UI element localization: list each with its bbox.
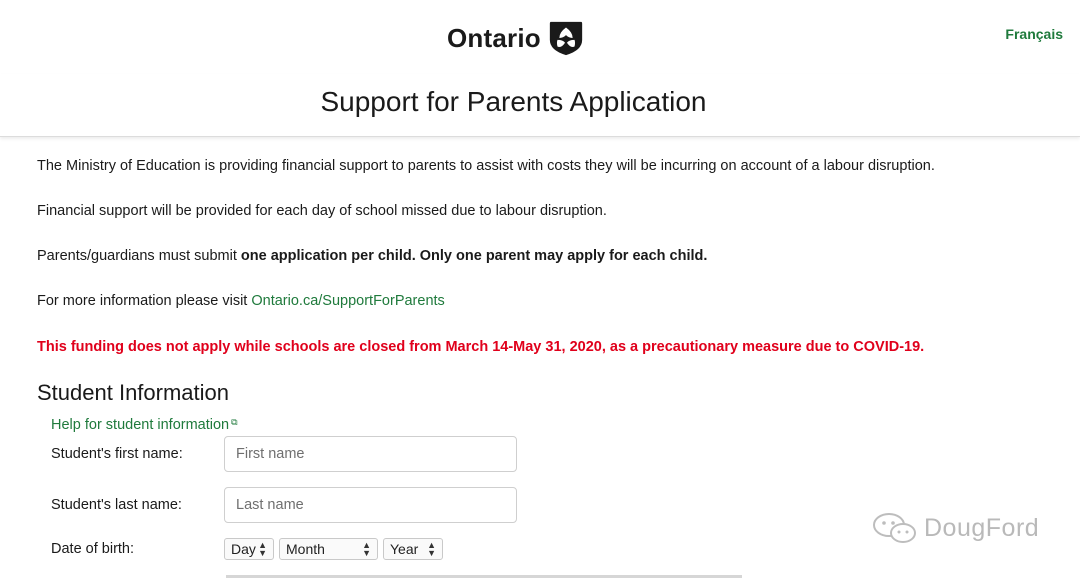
dob-year-value: Year — [390, 541, 419, 557]
intro-paragraph-3 — [37, 248, 707, 264]
intro-paragraph-4 — [37, 293, 445, 309]
student-help-link-text: Help for student information — [51, 417, 230, 433]
date-of-birth-label: Date of birth: — [51, 541, 135, 557]
dob-month-select[interactable] — [279, 538, 378, 560]
first-name-label: Student's first name: — [51, 446, 183, 462]
dob-day-value: Day — [231, 541, 256, 557]
intro-paragraph-1: The Ministry of Education is providing financial support to parents to assist with costs they will be incurring on account of a labour disruption. — [37, 158, 935, 174]
watermark — [872, 512, 1039, 544]
chat-bubbles-icon — [872, 512, 918, 544]
select-arrows-icon: ▲ ▼ — [258, 540, 267, 558]
logo-wordmark: Ontario — [447, 22, 541, 53]
intro-paragraph-3-text: Parents/guardians must submit — [37, 248, 241, 264]
external-link-icon: ⧉ — [231, 417, 238, 427]
watermark-text: DougFord — [924, 513, 1040, 542]
student-help-link[interactable] — [51, 417, 238, 433]
ontario-logo[interactable] — [447, 18, 585, 58]
select-arrows-icon: ▲ ▼ — [362, 540, 371, 558]
dob-year-select[interactable] — [383, 538, 443, 560]
more-info-text: For more information please visit — [37, 293, 252, 309]
language-toggle-link[interactable]: Français — [1005, 26, 1063, 42]
last-name-label: Student's last name: — [51, 497, 182, 513]
first-name-input[interactable] — [224, 436, 517, 472]
intro-paragraph-2: Financial support will be provided for each day of school missed due to labour disruption. — [37, 203, 607, 219]
site-header — [0, 0, 1080, 75]
dob-month-value: Month — [286, 541, 325, 557]
covid-warning: This funding does not apply while schools are closed from March 14-May 31, 2020, as a precautionary measure due to COVID-19. — [37, 339, 925, 355]
trillium-logo-icon — [547, 19, 585, 57]
intro-paragraph-3-emphasis: one application per child. Only one parent may apply for each child. — [240, 248, 708, 264]
page-title: Support for Parents Application — [320, 86, 707, 117]
dob-day-select[interactable] — [224, 538, 274, 560]
title-bar — [0, 74, 1080, 137]
select-arrows-icon: ▲ ▼ — [427, 540, 436, 558]
last-name-input[interactable] — [224, 487, 517, 523]
student-information-heading: Student Information — [37, 380, 230, 405]
support-for-parents-link[interactable]: Ontario.ca/SupportForParents — [251, 293, 445, 309]
